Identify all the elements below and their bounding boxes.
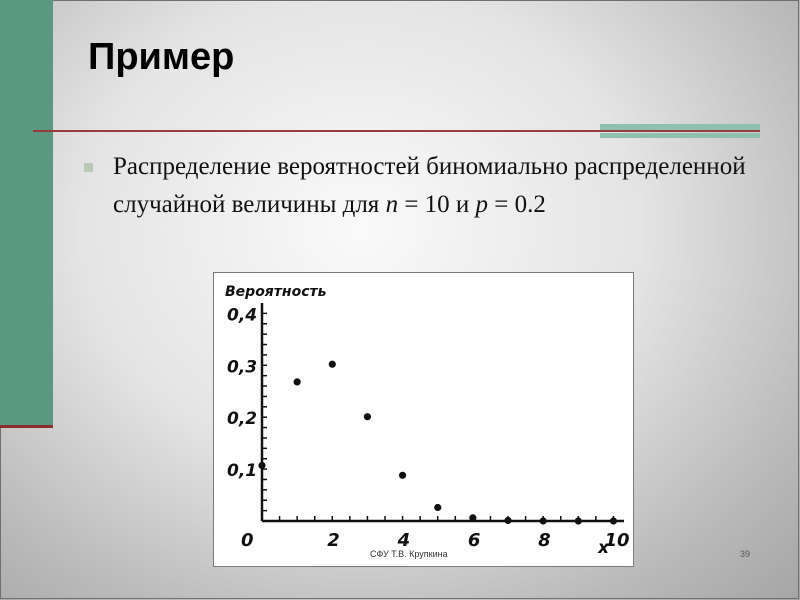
x-axis-title: x: [598, 538, 609, 558]
bullet-text-part3: = 0.2: [488, 191, 546, 218]
title-divider: [33, 130, 760, 132]
decorative-bar-edge: [0, 425, 53, 428]
accent-stripe-bottom: [600, 133, 760, 138]
data-point: [504, 517, 511, 524]
x-tick-label: 0: [241, 530, 254, 551]
x-tick-label: 4: [397, 530, 411, 551]
accent-stripe-top: [600, 124, 760, 130]
y-tick-label: 0,3: [227, 357, 258, 378]
slide-title: Пример: [88, 36, 235, 78]
y-tick-label: 0,4: [227, 305, 258, 326]
data-point: [258, 462, 265, 469]
footer-author: СФУ Т.В. Крупкина: [370, 549, 448, 559]
data-point: [399, 472, 406, 479]
data-point: [469, 514, 476, 521]
data-point: [329, 361, 336, 368]
x-tick-label: 10: [604, 530, 630, 551]
y-tick-label: 0,1: [227, 461, 258, 482]
data-point: [540, 517, 547, 524]
decorative-green-bar: [0, 0, 53, 425]
chart-image: [213, 272, 634, 567]
probability-chart: [214, 273, 633, 566]
data-point: [294, 378, 301, 385]
y-axis-title: Вероятность: [225, 284, 327, 300]
data-point: [610, 517, 617, 524]
bullet-text-part2: = 10 и: [398, 191, 476, 218]
n-symbol: n: [385, 191, 399, 218]
bullet-text: [113, 148, 753, 224]
x-tick-label: 2: [327, 530, 340, 551]
x-tick-label: 6: [467, 530, 481, 551]
bullet-text-part1: Распределение вероятностей биномиально распределенной случайной величины для: [113, 153, 746, 218]
data-point: [575, 517, 582, 524]
data-point: [364, 413, 371, 420]
x-tick-label: 8: [538, 530, 551, 551]
data-point: [434, 504, 441, 511]
p-symbol: p: [475, 191, 489, 218]
y-tick-label: 0,2: [227, 409, 258, 430]
page-number: 39: [740, 549, 751, 559]
bullet-square-icon: [84, 163, 93, 172]
